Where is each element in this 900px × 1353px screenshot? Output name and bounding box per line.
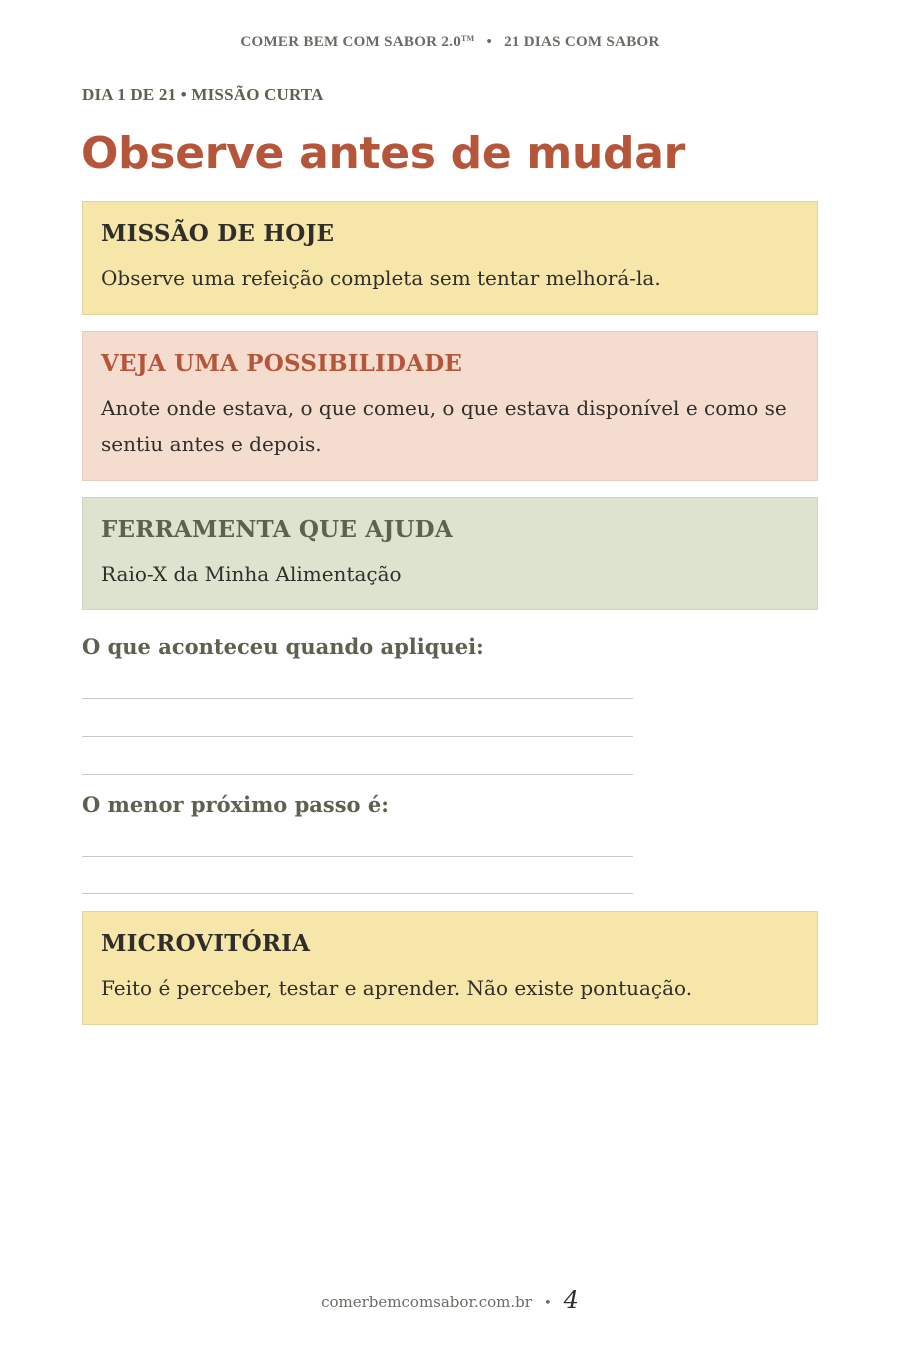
writing-line[interactable] bbox=[82, 856, 633, 857]
next-step-prompt: O menor próximo passo é: bbox=[82, 792, 389, 817]
mission-box bbox=[82, 201, 818, 315]
microvictory-heading: MICROVITÓRIA bbox=[101, 930, 311, 957]
running-header bbox=[0, 34, 900, 51]
tool-text: Raio-X da Minha Alimentação bbox=[101, 562, 402, 586]
tool-heading: FERRAMENTA QUE AJUDA bbox=[101, 516, 453, 543]
page-title: Observe antes de mudar bbox=[81, 128, 685, 179]
page-footer bbox=[0, 1286, 900, 1314]
possibility-text: Anote onde estava, o que comeu, o que estava disponível e como se sentiu antes e depois. bbox=[101, 396, 787, 456]
writing-line[interactable] bbox=[82, 893, 633, 894]
writing-line[interactable] bbox=[82, 774, 633, 775]
possibility-box bbox=[82, 331, 818, 481]
page-number: 4 bbox=[563, 1286, 579, 1314]
day-kicker: DIA 1 DE 21 • MISSÃO CURTA bbox=[82, 85, 324, 104]
brand-name: COMER BEM COM SABOR 2.0 bbox=[240, 34, 462, 50]
program-name: 21 DIAS COM SABOR bbox=[504, 34, 660, 50]
trademark-symbol: TM bbox=[461, 34, 475, 43]
microvictory-text: Feito é perceber, testar e aprender. Não existe pontuação. bbox=[101, 976, 693, 1000]
footer-site: comerbemcomsabor.com.br bbox=[321, 1293, 532, 1311]
mission-heading: MISSÃO DE HOJE bbox=[101, 220, 335, 247]
writing-line[interactable] bbox=[82, 698, 633, 699]
microvictory-box bbox=[82, 911, 818, 1025]
tool-box bbox=[82, 497, 818, 610]
happened-prompt: O que aconteceu quando apliquei: bbox=[82, 634, 484, 659]
mission-text: Observe uma refeição completa sem tentar melhorá-la. bbox=[101, 266, 661, 290]
writing-line[interactable] bbox=[82, 736, 633, 737]
possibility-heading: VEJA UMA POSSIBILIDADE bbox=[101, 350, 463, 377]
header-separator: • bbox=[486, 34, 493, 50]
footer-separator: • bbox=[543, 1296, 552, 1311]
